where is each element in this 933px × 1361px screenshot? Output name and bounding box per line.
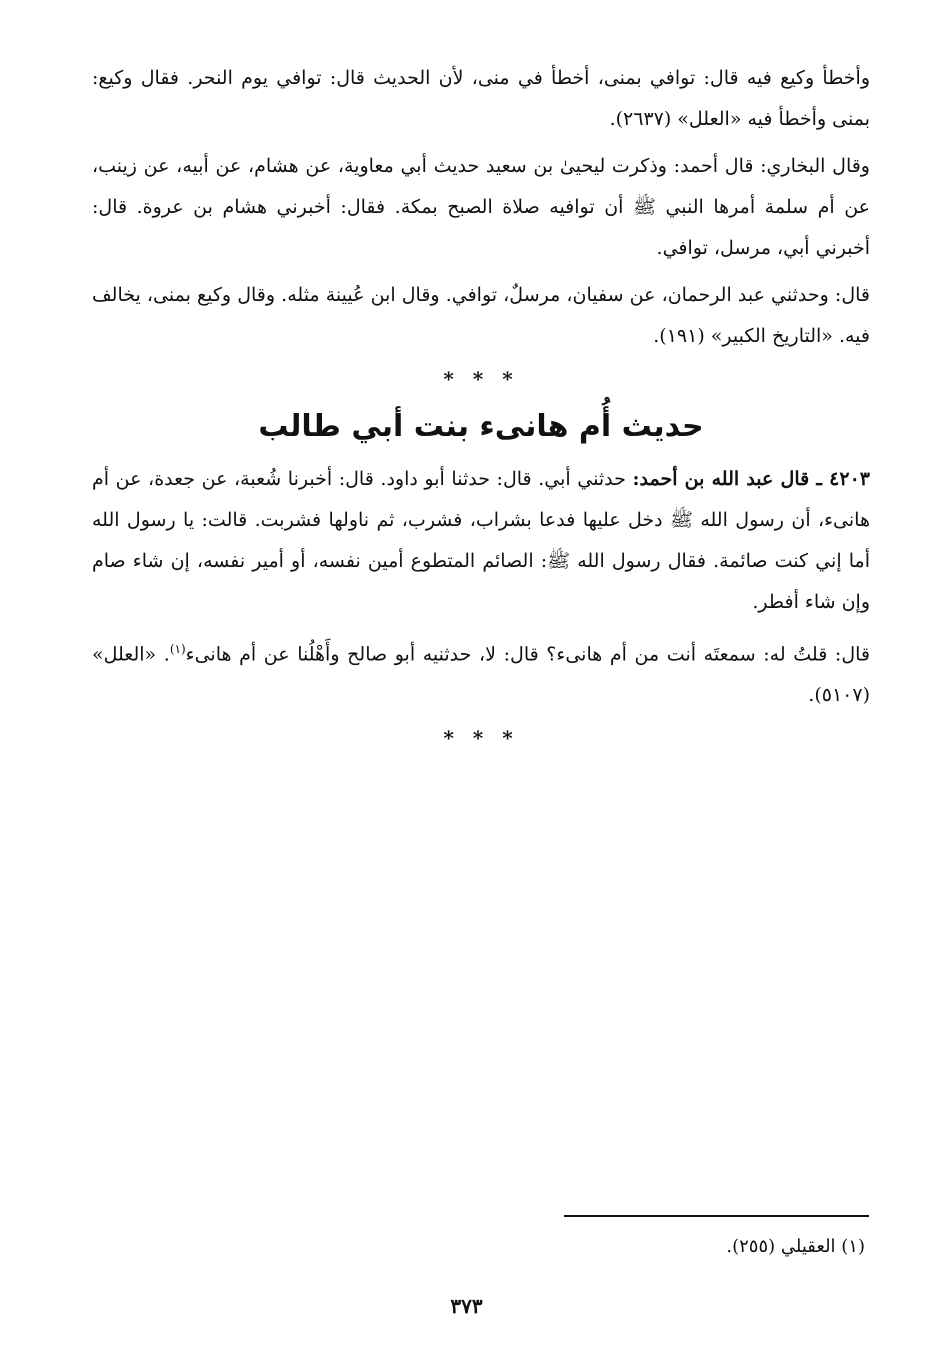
section-title: حديث أُم هانىء بنت أبي طالب [258, 409, 704, 444]
hadith-number-lead: ٤٢٠٣ ـ قال عبد الله بن أحمد: [632, 468, 870, 490]
footnote-divider [564, 1215, 869, 1217]
followup-text: قال: قلتُ له: سمعتَه أنت من أم هانىء؟ قال: لا، حدثنيه أبو صالح وأَهْلُنا عن أم هانىء [185, 643, 870, 666]
footnote: (١) العقيلي (٢٥٥). [726, 1236, 865, 1257]
section-separator: * * * [443, 367, 519, 391]
footnote-marker: (١) [169, 642, 186, 656]
paragraph: وأخطأ وكيع فيه قال: توافي بمنى، أخطأ في منى، لأن الحديث قال: توافي يوم النحر. فقال وكيع: بمنى وأخطأ فيه «العلل» (٢٦٣٧). [92, 67, 870, 130]
paragraph: وقال البخاري: قال أحمد: وذكرت ليحيىٰ بن سعيد حديث أبي معاوية، عن هشام، عن أبيه، عن زينب، عن أم سلمة أمرها النبي ﷺ أن توافيه صلاة الصبح بمكة. فقال: أخبرني هشام بن عروة. قال: أخبرني أبي، مرسل، توافي. [92, 155, 870, 259]
hadith-followup [92, 629, 870, 716]
paragraph: قال: وحدثني عبد الرحمان، عن سفيان، مرسلٌ، توافي. وقال ابن عُيينة مثله. وقال وكيع بمنى، يخالف فيه. «التاريخ الكبير» (١٩١). [92, 284, 870, 347]
followup-citation: . «العلل» (٥١٠٧). [92, 643, 870, 707]
section-separator-bottom: * * * [443, 726, 519, 751]
hadith-paragraph [92, 459, 870, 623]
page-number: ٣٧٣ [450, 1294, 483, 1318]
hadith-text: حدثني أبي. قال: حدثنا أبو داود. قال: أخبرنا شُعبة، عن جعدة، عن أم هانىء، أن رسول الله ﷺ دخل عليها فدعا بشراب، فشرب، ثم ناولها فشربت. قالت: يا رسول الله أما إني كنت صائمة. فقال رسول الله ﷺ: الصائم المتطوع أمين نفسه، أو أمير نفسه، إن شاء صام وإن شاء أفطر. [92, 468, 870, 613]
page-body [92, 58, 870, 764]
